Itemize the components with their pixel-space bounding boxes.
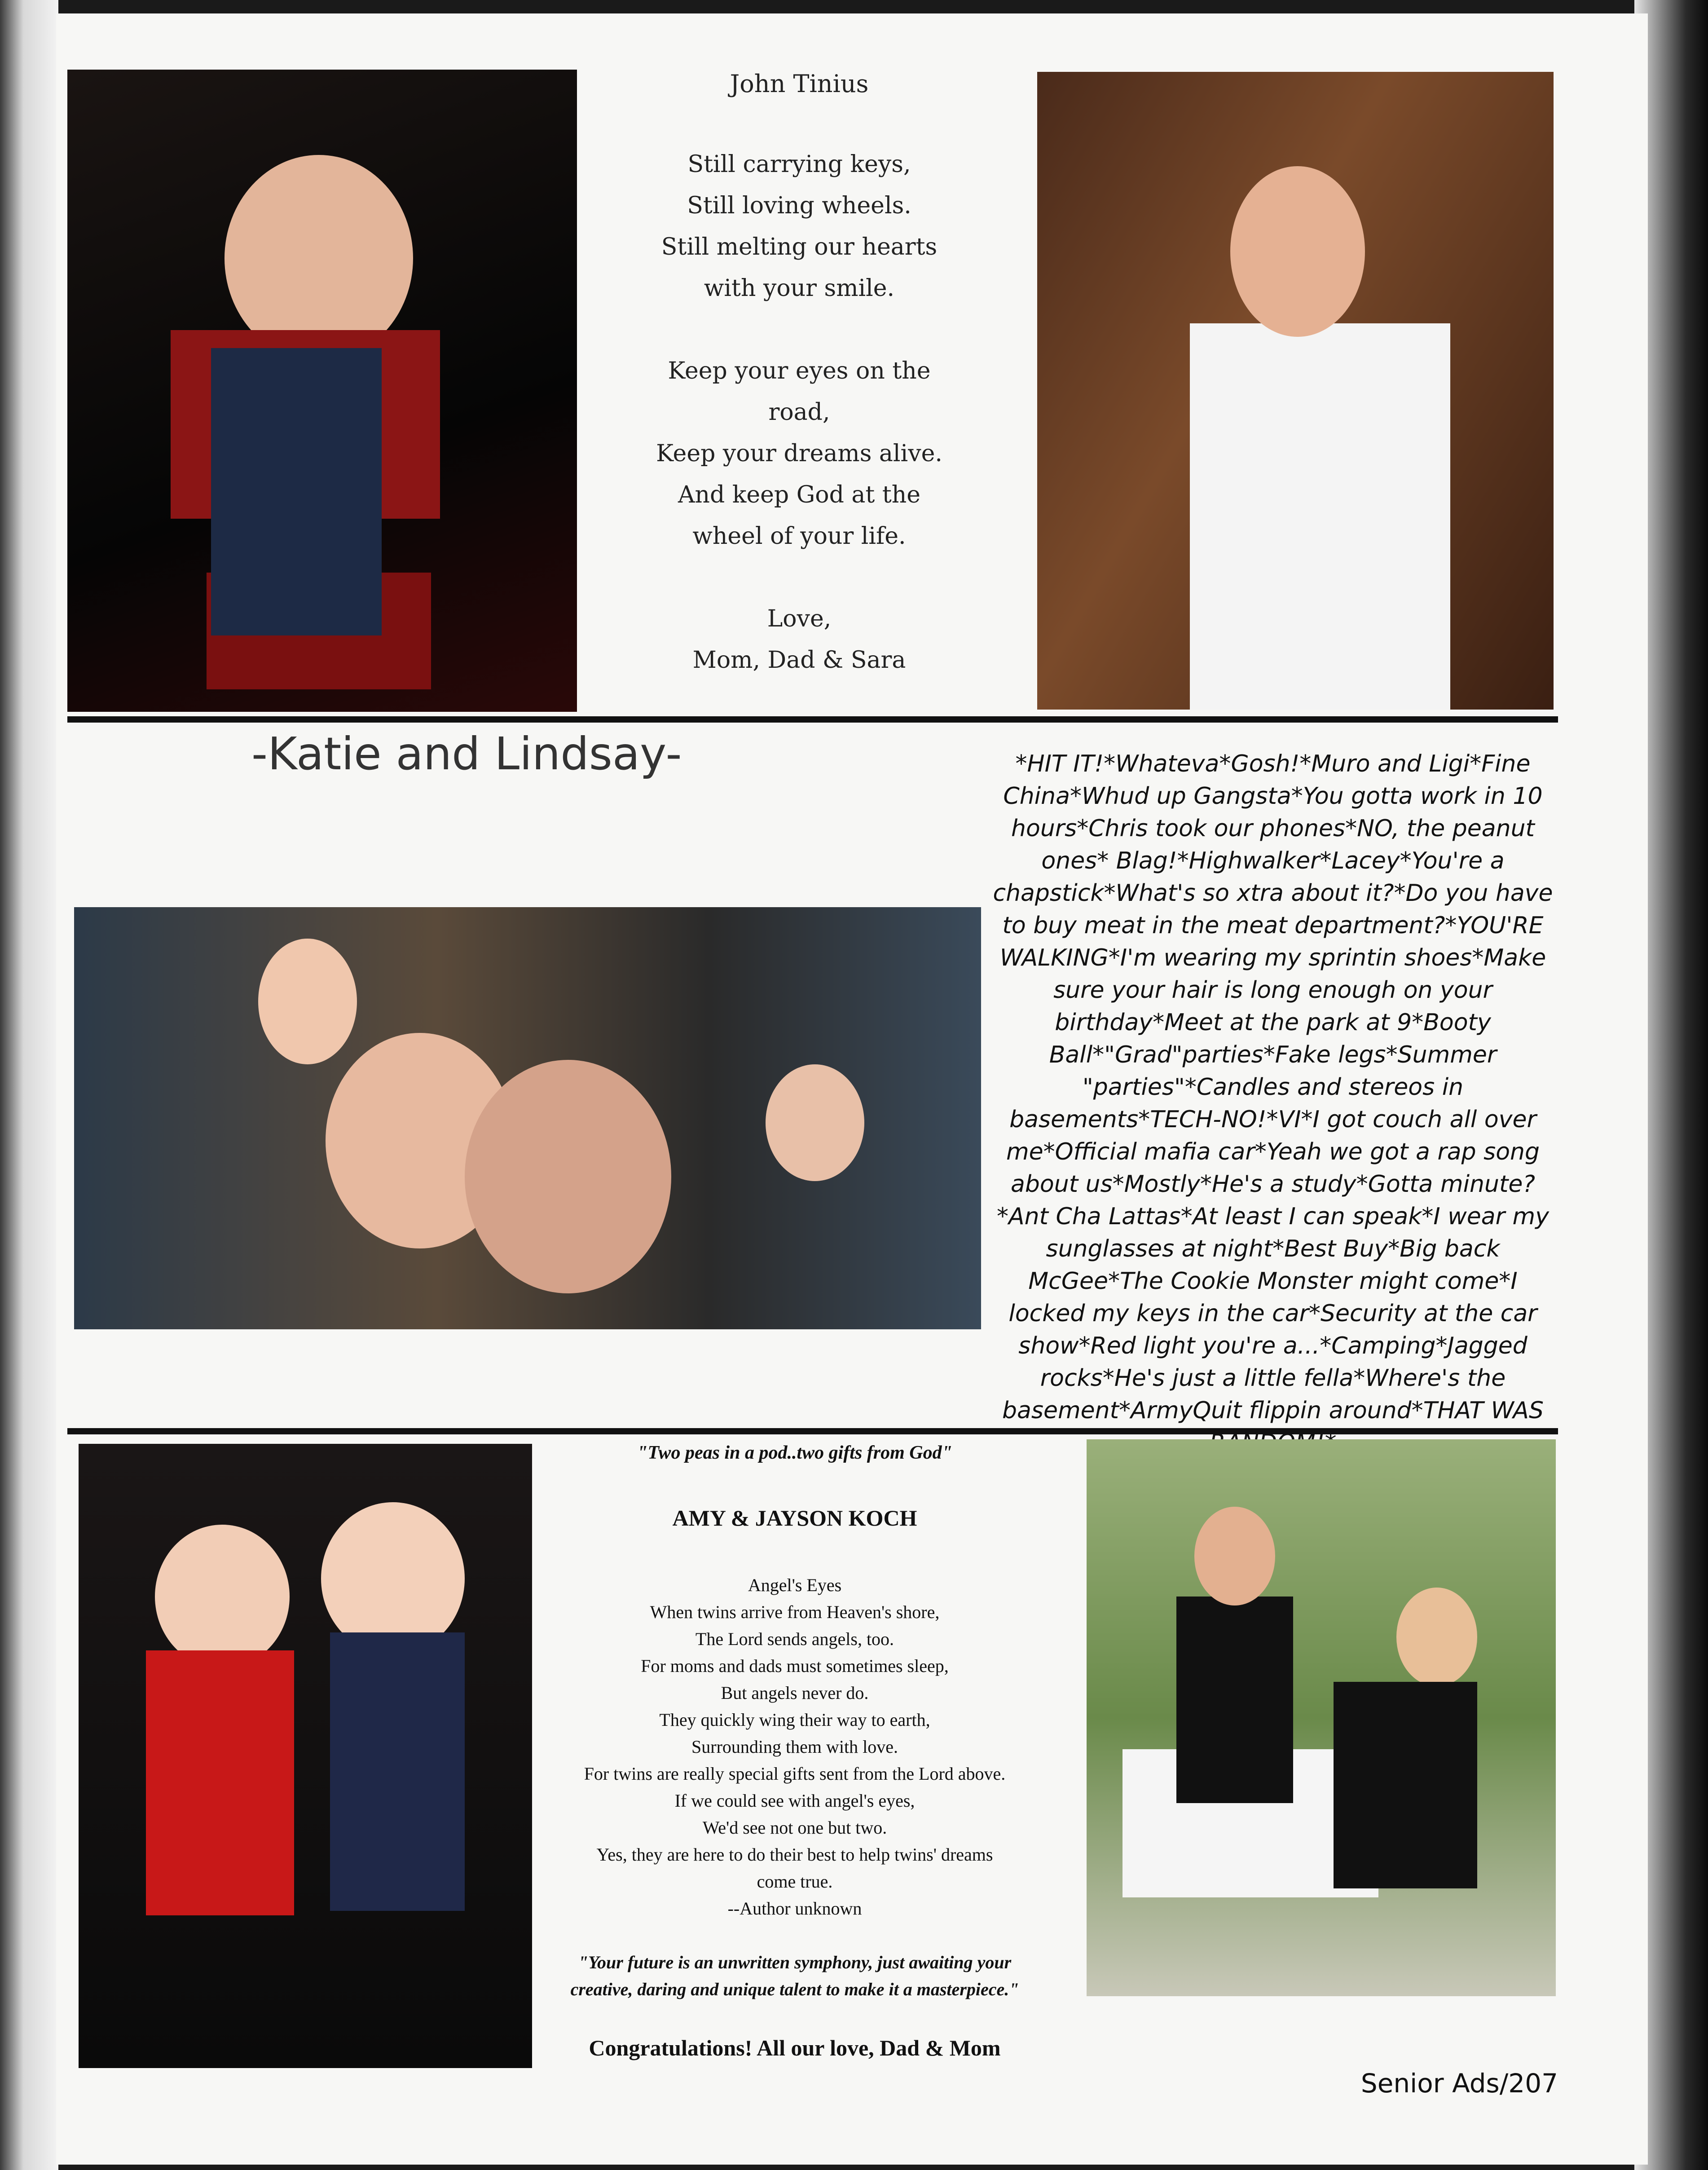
poem-line: For twins are really special gifts sent from the Lord above.	[584, 1764, 1006, 1784]
poem-line: Keep your eyes on the	[668, 357, 931, 384]
poem-line: If we could see with angel's eyes,	[674, 1791, 915, 1811]
poem-line: We'd see not one but two.	[702, 1817, 887, 1838]
poem-line: Still carrying keys,	[687, 151, 911, 178]
poem-line	[575, 309, 1024, 350]
poem-line: Surrounding them with love.	[691, 1737, 898, 1757]
twins-senior-illustration	[1087, 1439, 1556, 1996]
friends-collage	[74, 907, 981, 1329]
twins-names: AMY & JAYSON KOCH	[672, 1505, 917, 1530]
poem-line: Still loving wheels.	[687, 192, 911, 219]
section-title: -Katie and Lindsay-	[251, 728, 682, 780]
toddler-illustration	[67, 70, 577, 712]
poem-line: But angels never do.	[721, 1683, 869, 1703]
name-heading: John Tinius	[730, 70, 869, 98]
poem-line: The Lord sends angels, too.	[695, 1629, 894, 1649]
twins-poem	[537, 1572, 1053, 1922]
twins-baby-photo	[79, 1444, 532, 2068]
poem-line: --Author unknown	[727, 1898, 862, 1919]
twins-tagline: "Two peas in a pod..two gifts from God"	[637, 1442, 952, 1463]
twins-senior-photo	[1087, 1439, 1556, 1996]
poem-line: For moms and dads must sometimes sleep,	[641, 1656, 949, 1676]
twins-baby-illustration	[79, 1444, 532, 2068]
section-divider	[67, 716, 1558, 723]
poem-line: Still melting our hearts	[661, 234, 938, 260]
poem-line: Angel's Eyes	[748, 1575, 842, 1595]
page-footer: Senior Ads/207	[1360, 2068, 1558, 2099]
poem-line	[575, 557, 1024, 598]
poem-line: Keep your dreams alive.	[656, 440, 942, 467]
friends-quotes: *HIT IT!*Whateva*Gosh!*Muro and Ligi*Fine China*Whud up Gangsta*You gotta work in 10 hours*Chris took our phones*NO, the peanut ones* Blag!*Highwalker*Lacey*You're a chapstick*What's so xtra about it?*Do you have to buy meat in the meat department?*YOU'RE WALKING*I'm wearing my sprintin shoes*Make sure your hair is long enough on your birthday*Meet at the park at 9*Booty Ball*"Grad"parties*Fake legs*Summer "parties"*Candles and stereos in basements*TECH-NO!*VI*I got couch all over me*Official mafia car*Yeah we got a rap song about us*Mostly*He's a study*Gotta minute?*Ant Cha Lattas*At least I can speak*I wear my sunglasses at night*Best Buy*Big back McGee*The Cookie Monster might come*I locked my keys in the car*Security at the car show*Red light you're a...*Camping*Jagged rocks*He's just a little fella*Where's the basement*ArmyQuit flippin around*THAT WAS	[993, 750, 1553, 1424]
poem-line: And keep God at the	[678, 481, 920, 508]
poem-line: wheel of your life.	[692, 523, 906, 550]
book-spine-left	[0, 0, 58, 2170]
poem-line: come true.	[757, 1871, 833, 1892]
poem-line: road,	[768, 399, 830, 426]
section-divider	[67, 1428, 1558, 1434]
twins-quote: "Your future is an unwritten symphony, just awaiting your creative, daring and unique talent to make it a masterpiece."	[570, 1952, 1019, 1999]
senior-illustration	[1037, 72, 1554, 710]
poem-line: Yes, they are here to do their best to help twins' dreams	[596, 1844, 993, 1865]
poem-line: Love,	[767, 605, 832, 632]
senior-photo	[1037, 72, 1554, 710]
twins-closing: Congratulations! All our love, Dad & Mom	[589, 2035, 1001, 2060]
poem-line: They quickly wing their way to earth,	[659, 1710, 930, 1730]
poem-line: When twins arrive from Heaven's shore,	[650, 1602, 940, 1622]
poem-line: with your smile.	[704, 275, 895, 302]
poem-line: Mom, Dad & Sara	[692, 647, 906, 674]
toddler-photo	[67, 70, 577, 712]
poem-john	[575, 144, 1024, 681]
collage-illustration	[74, 907, 981, 1329]
